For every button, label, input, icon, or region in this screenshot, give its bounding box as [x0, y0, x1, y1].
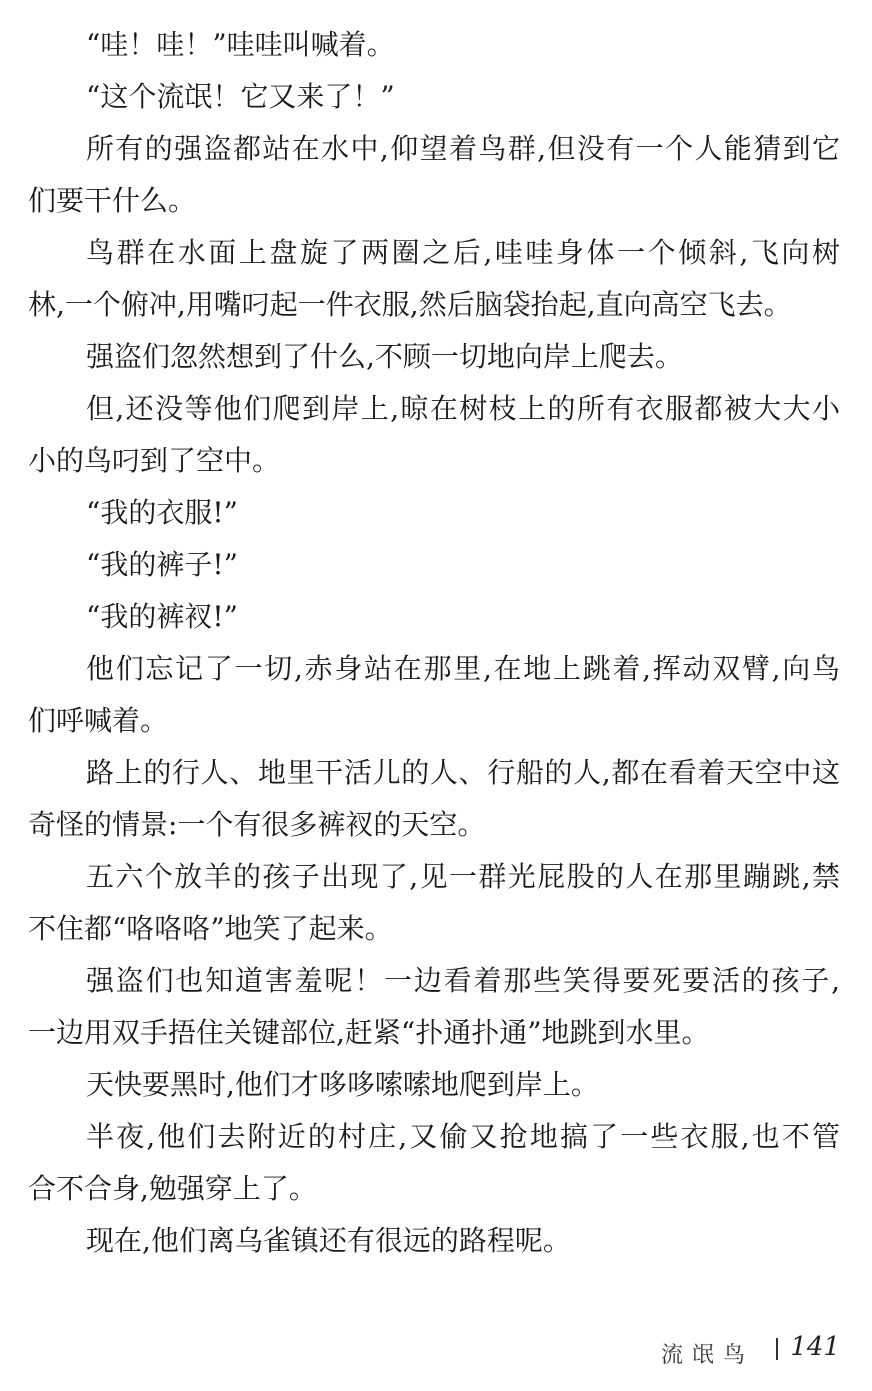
text-line: 强盗们也知道害羞呢！一边看着那些笑得要死要活的孩子,	[86, 964, 840, 997]
text-line: 不住都“咯咯咯”地笑了起来。	[28, 912, 393, 945]
paragraph	[28, 539, 840, 591]
paragraph	[28, 331, 840, 383]
footer-divider	[776, 1338, 778, 1360]
paragraph	[28, 123, 840, 227]
text-line: “我的衣服!”	[86, 496, 238, 529]
paragraph	[28, 1111, 840, 1215]
text-line: “我的裤衩!”	[86, 600, 238, 633]
paragraph	[28, 747, 840, 851]
text-line: 他们忘记了一切,赤身站在那里,在地上跳着,挥动双臂,向鸟	[86, 652, 840, 685]
text-line: 现在,他们离乌雀镇还有很远的路程呢。	[86, 1224, 571, 1257]
text-line: 们呼喊着。	[28, 704, 169, 737]
text-line: 天快要黑时,他们才哆哆嗦嗦地爬到岸上。	[86, 1068, 599, 1101]
paragraph	[28, 1059, 840, 1111]
body-text	[28, 19, 840, 1267]
paragraph	[28, 71, 840, 123]
text-line: 所有的强盗都站在水中,仰望着鸟群,但没有一个人能猜到它	[86, 132, 840, 165]
text-line: 但,还没等他们爬到岸上,晾在树枝上的所有衣服都被大大小	[86, 392, 840, 425]
text-line: “我的裤子!”	[86, 548, 238, 581]
paragraph	[28, 851, 840, 955]
text-line: 强盗们忽然想到了什么,不顾一切地向岸上爬去。	[86, 340, 683, 373]
text-line: 五六个放羊的孩子出现了,见一群光屁股的人在那里蹦跳,禁	[86, 860, 840, 893]
text-line: 奇怪的情景:一个有很多裤衩的天空。	[28, 808, 486, 841]
page-footer	[0, 1332, 840, 1372]
text-line: 林,一个俯冲,用嘴叼起一件衣服,然后脑袋抬起,直向高空飞去。	[28, 288, 792, 321]
paragraph	[28, 19, 840, 71]
text-line: “这个流氓！它又来了！”	[86, 80, 395, 113]
text-line: 合不合身,勉强穿上了。	[28, 1172, 317, 1205]
paragraph	[28, 227, 840, 331]
paragraph	[28, 487, 840, 539]
paragraph	[28, 643, 840, 747]
page-number: 141	[790, 1332, 840, 1362]
paragraph	[28, 955, 840, 1059]
text-line: 们要干什么。	[28, 184, 197, 217]
text-line: 半夜,他们去附近的村庄,又偷又抢地搞了一些衣服,也不管	[86, 1120, 840, 1153]
paragraph	[28, 591, 840, 643]
text-line: 小的鸟叼到了空中。	[28, 444, 281, 477]
text-line: 鸟群在水面上盘旋了两圈之后,哇哇身体一个倾斜,飞向树	[86, 236, 840, 269]
text-line: “哇！哇！”哇哇叫喊着。	[86, 28, 395, 61]
paragraph	[28, 1215, 840, 1267]
running-title: 流氓鸟	[660, 1343, 754, 1368]
text-line: 一边用双手捂住关键部位,赶紧“扑通扑通”地跳到水里。	[28, 1016, 710, 1049]
text-line: 路上的行人、地里干活儿的人、行船的人,都在看着天空中这	[86, 756, 840, 789]
paragraph	[28, 383, 840, 487]
